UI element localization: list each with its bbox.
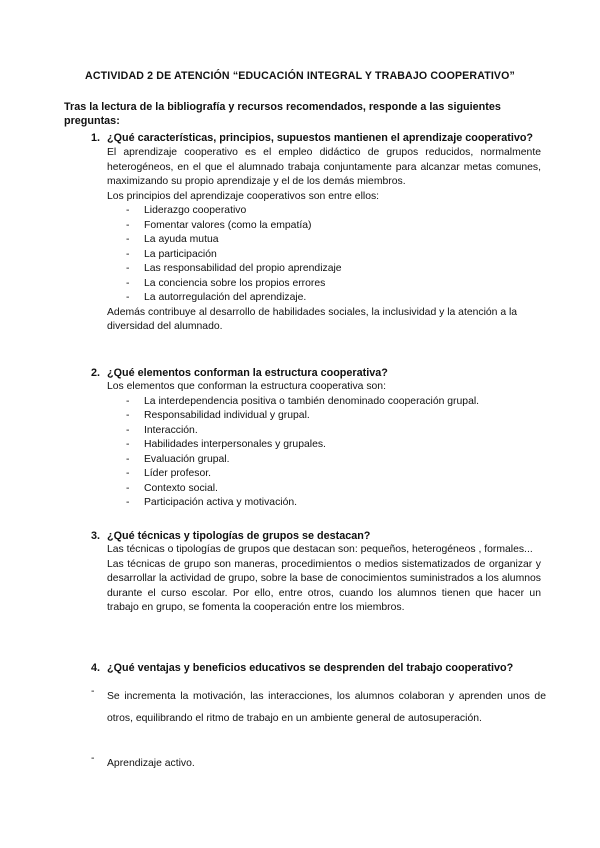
list-item: - Evaluación grupal. [126, 453, 230, 465]
question-3-paragraph-2: Las técnicas de grupo son maneras, procedimientos o medios sistematizados de organizar y desarrollar la actividad de grupo, sobre la base de conocimientos suministrados a los alumnos durante el curso escolar. Por ello, entre otros, cuando los alumnos tienen que hacer un trabajo en grupo, se fomenta la cooperación entre los miembros. [107, 558, 541, 614]
list-item: Se incrementa la motivación, las interacciones, los alumnos colaboran y aprenden unos de otros, equilibrando el ritmo de trabajo en un ambiente general de autosuperación. [107, 691, 546, 724]
list-item: - La conciencia sobre los propios errores [126, 277, 326, 289]
list-item: - Contexto social. [126, 482, 218, 494]
question-3 [91, 529, 541, 616]
list-item: - Fomentar valores (como la empatía) [126, 219, 312, 231]
question-1-title: ¿Qué características, principios, supuestos mantienen el aprendizaje cooperativo? [107, 132, 534, 144]
question-2-bullet-list [107, 395, 541, 511]
list-item: - Líder profesor. [126, 468, 212, 480]
advantages-bullet-1 [91, 686, 546, 730]
list-item: - La autorregulación del aprendizaje. [126, 292, 307, 304]
question-2 [91, 366, 541, 511]
bullet-dash: - [91, 686, 95, 697]
list-item: - Las responsabilidad del propio aprendizaje [126, 263, 342, 275]
list-item: - La interdependencia positiva o también denominado cooperación grupal. [126, 395, 480, 407]
list-item: - Habilidades interpersonales y grupales. [126, 439, 326, 451]
question-4-title: ¿Qué ventajas y beneficios educativos se desprenden del trabajo cooperativo? [107, 662, 514, 674]
list-item: - La participación [126, 248, 217, 260]
list-item: - Responsabilidad individual y grupal. [126, 410, 310, 422]
list-item: - Interacción. [126, 424, 198, 436]
list-item: - La ayuda mutua [126, 234, 219, 246]
question-1-bullet-list [107, 204, 541, 306]
question-3-paragraph-1: Las técnicas o tipologías de grupos que destacan son: pequeños, heterogéneos , formales... [107, 544, 533, 556]
list-item: - Participación activa y motivación. [126, 497, 298, 509]
question-3-title: ¿Qué técnicas y tipologías de grupos se destacan? [107, 530, 371, 542]
question-2-number: 2. [91, 367, 101, 379]
question-4 [91, 661, 541, 675]
question-1-paragraph-3: Además contribuye al desarrollo de habilidades sociales, la inclusividad y la atención a la diversidad del alumnado. [107, 306, 518, 333]
question-1-number: 1. [91, 132, 101, 144]
list-item: Aprendizaje activo. [107, 758, 195, 769]
document-title: ACTIVIDAD 2 DE ATENCIÓN “EDUCACIÓN INTEGRAL Y TRABAJO COOPERATIVO” [85, 70, 515, 82]
question-1-paragraph-2: Los principios del aprendizaje cooperativos son entre ellos: [107, 190, 380, 202]
bullet-dash: - [91, 753, 95, 764]
question-2-paragraph-1: Los elementos que conforman la estructura cooperativa son: [107, 381, 386, 393]
question-1-paragraph-1: El aprendizaje cooperativo es el empleo didáctico de grupos reducidos, normalmente heterogéneos, en el que el alumnado trabaja conjuntamente para alcanzar metas comunes, maximizando su propio aprendizaje y el de los demás miembros. [107, 147, 541, 188]
question-4-number: 4. [91, 662, 101, 674]
advantages-bullet-2 [91, 753, 546, 775]
question-2-title: ¿Qué elementos conforman la estructura cooperativa? [107, 367, 388, 379]
question-3-number: 3. [91, 530, 101, 542]
question-1 [91, 131, 541, 335]
list-item: - Liderazgo cooperativo [126, 205, 247, 217]
intro-instructions: Tras la lectura de la bibliografía y recursos recomendados, responde a las siguientes preguntas: [64, 101, 501, 127]
